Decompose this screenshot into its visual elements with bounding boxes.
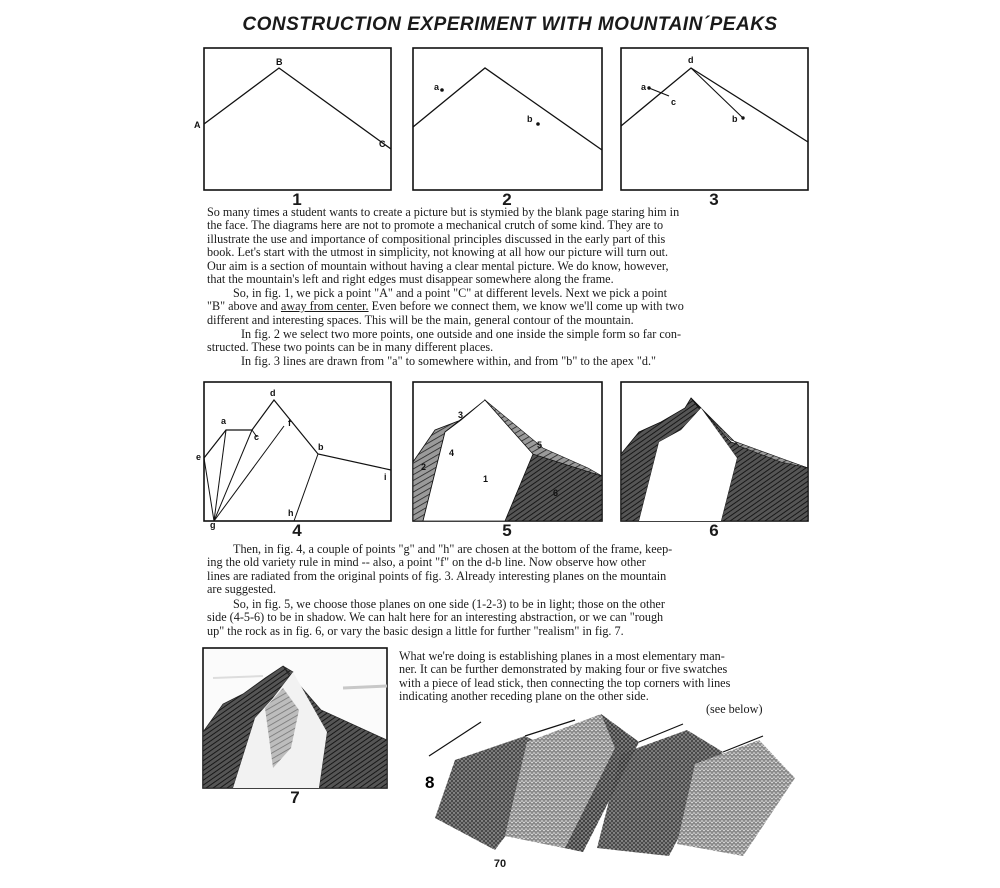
figure-number: 2 (502, 190, 512, 209)
text-line: In fig. 3 lines are drawn from "a" to somewhere within, and from "b" to the apex "d." (241, 354, 656, 368)
text-fragment: "B" above and (207, 299, 281, 314)
figure-7-drawing (203, 648, 387, 788)
text-line: So, in fig. 1, we pick a point "A" and a point "C" at different levels. Next we pick a point (233, 286, 667, 300)
fig5-paragraph (207, 598, 665, 638)
text-line: ing the old variety rule in mind -- also, a point "f" on the d-b line. Now observe how other (207, 555, 646, 570)
plane-label: 6 (553, 488, 559, 498)
see-below-note: (see below) (706, 702, 763, 716)
text-line: up" the rock as in fig. 6, or vary the basic design a little for further "realism" in fig. 7. (207, 623, 624, 638)
figure-number: 1 (292, 190, 302, 209)
text-line: book. Let's start with the utmost in simplicity, not knowing at all how our picture will turn out. (207, 245, 669, 260)
plane-label: 5 (537, 440, 543, 450)
point-label: g (210, 520, 216, 530)
point-label: a (641, 82, 647, 92)
point-label: e (196, 452, 202, 462)
text-line: different and interesting spaces. This will be the main, general contour of the mountain. (207, 312, 634, 327)
text-line: So many times a student wants to create a picture but is stymied by the blank page staring him in (207, 205, 680, 219)
point-label: b (527, 114, 533, 124)
figure-number: 7 (290, 788, 300, 807)
figure-1 (194, 48, 391, 209)
text-line: Our aim is a section of mountain without having a clear mental picture. We do know, however, (207, 258, 669, 273)
figure-number: 6 (709, 521, 719, 540)
point-label: b (732, 114, 738, 124)
figure-number: 4 (292, 521, 302, 540)
text-line: What we're doing is establishing planes in a most elementary man- (399, 649, 725, 663)
point-label: C (379, 139, 386, 149)
fig3-paragraph (241, 355, 656, 368)
underlined-text: away from center. (280, 299, 369, 314)
figure-6-drawing (621, 382, 808, 521)
text-line: lines are radiated from the original points of fig. 3. Already interesting planes on the mountain (207, 568, 667, 583)
fig4-paragraph (207, 543, 672, 597)
text-line: indicating another receding plane on the other side. (399, 689, 649, 704)
text-line: the face. The diagrams here are not to promote a mechanical crutch of some kind. They are to (207, 218, 664, 233)
point-label: a (434, 82, 440, 92)
plane-label: 3 (458, 410, 464, 420)
figure-4 (196, 382, 391, 540)
text-line: Then, in fig. 4, a couple of points "g" and "h" are chosen at the bottom of the frame, keep- (233, 542, 673, 556)
point-label: c (254, 432, 260, 442)
point-label: a (221, 416, 227, 426)
point-label: d (270, 388, 276, 398)
figure-number: 8 (425, 773, 435, 792)
text-line: So, in fig. 5, we choose those planes on one side (1-2-3) to be in light; those on the other (233, 597, 665, 611)
figure-6 (621, 382, 808, 540)
figure-8 (425, 708, 797, 858)
intro-paragraph (207, 206, 679, 286)
point-label: B (276, 57, 283, 67)
plane-label: 4 (449, 448, 455, 458)
figure-number: 5 (502, 521, 512, 540)
point-label: h (288, 508, 294, 518)
text-line: that the mountain's left and right edges must disappear somewhere along the frame. (207, 272, 614, 287)
figure-1-drawing (194, 48, 391, 190)
figure-7 (203, 648, 387, 807)
page-title: CONSTRUCTION EXPERIMENT WITH MOUNTAIN´PEAKS (242, 14, 778, 35)
text-line: In fig. 2 we select two more points, one outside and one inside the simple form so far con- (241, 327, 681, 341)
point-label: i (384, 472, 387, 482)
point-label: A (194, 120, 201, 130)
point-label: c (671, 97, 677, 107)
text-line: side (4-5-6) to be in shadow. We can halt here for an interesting abstraction, or we can "rough (207, 610, 664, 625)
figure-3 (621, 48, 808, 209)
plane-label: 2 (421, 462, 427, 472)
figure-8-drawing (425, 708, 797, 858)
figure-5 (413, 382, 602, 540)
text-line: structed. These two points can be in many different places. (207, 340, 494, 355)
point-label: f (288, 418, 291, 428)
figure-2 (413, 48, 602, 209)
text-line: ner. It can be further demonstrated by making four or five swatches (399, 662, 728, 677)
planes-paragraph (399, 650, 730, 704)
point-label: d (688, 55, 694, 65)
figure-3-drawing (621, 48, 808, 190)
figure-4-drawing (196, 382, 391, 530)
text-fragment: Even before we connect them, we know we'll come up with two (368, 299, 684, 314)
text-line (207, 300, 684, 313)
text-line: are suggested. (207, 582, 277, 597)
page-number: 70 (493, 858, 507, 870)
figure-number: 3 (709, 190, 719, 209)
text-line: illustrate the use and importance of compositional principles discussed in the early part of this (207, 231, 666, 246)
fig1-paragraph (207, 287, 684, 327)
figure-5-drawing (413, 382, 602, 521)
fig2-paragraph (207, 328, 681, 355)
text-line: with a piece of lead stick, then connecting the top corners with lines (399, 675, 731, 690)
figure-2-drawing (413, 48, 602, 190)
point-label: b (318, 442, 324, 452)
plane-label: 1 (483, 474, 489, 484)
